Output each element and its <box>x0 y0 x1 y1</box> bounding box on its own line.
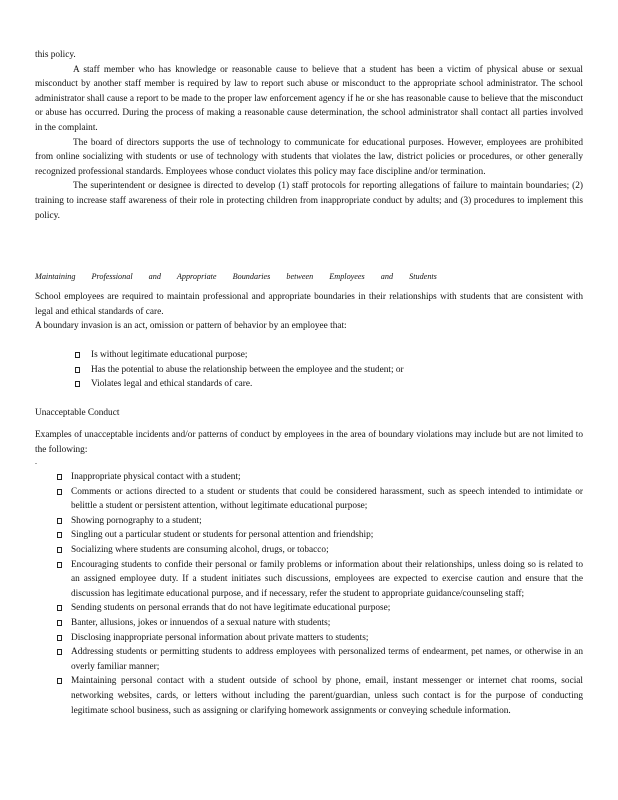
checkbox-bullet-icon <box>57 678 62 684</box>
superintendent-paragraph: The superintendent or designee is directed to develop (1) staff protocols for reporting allegations of failure to maintain boundaries; (2) training to increase staff awareness of their role in protecting children from inappropriate conduct by adults; and (3) procedures to implement this policy. <box>35 181 583 221</box>
list-item: Showing pornography to a student; <box>35 514 583 529</box>
list-item: Encouraging students to confide their personal or family problems or information about their relationships, unless doing so is related to an assigned employee duty. If a student initiates such discussions, employees are expected to exercise caution and ensure that the discussion has legitimate educational purpose, and if necessary, refer the student to appropriate guidance/counseling staff; <box>35 558 583 602</box>
unacceptable-conduct-list-block <box>35 470 583 718</box>
checkbox-bullet-icon <box>75 352 80 358</box>
boundaries-paragraph: School employees are required to maintain professional and appropriate boundaries in their relationships with students that are consistent with legal and ethical standards of care. <box>35 292 583 317</box>
list-item: Has the potential to abuse the relationship between the employee and the student; or <box>35 363 583 378</box>
checkbox-bullet-icon <box>57 605 62 611</box>
checkbox-bullet-icon <box>57 562 62 568</box>
list-item: Violates legal and ethical standards of care. <box>35 377 583 392</box>
list-item: Comments or actions directed to a student or students that could be considered harassment, such as speech intended to intimidate or belittle a student or persistent attention, without legitimate educational purpose; <box>35 485 583 514</box>
list-item: Disclosing inappropriate personal information about private matters to students; <box>35 631 583 646</box>
checkbox-bullet-icon <box>75 367 80 373</box>
reporting-paragraph: A staff member who has knowledge or reasonable cause to believe that a student has been a victim of physical abuse or sexual misconduct by another staff member is required by law to report such abuse or misconduct to the appropriate school administrator. The school administrator shall cause a report to be made to the proper law enforcement agency if he or she has reasonable cause to believe that the misconduct or abuse has occurred. During the process of making a reasonable cause determination, the school administrator shall contact all parties involved in the complaint. <box>35 64 583 133</box>
checkbox-bullet-icon <box>57 620 62 626</box>
unacceptable-conduct-section <box>35 406 583 421</box>
technology-paragraph: The board of directors supports the use of technology to communicate for educational purposes. However, employees are prohibited from online socializing with students or use of technology with students that violates the law, district policies or procedures, or other generally recognized professional standards. Employees whose conduct violates this policy may face discipline and/or termination. <box>35 137 583 177</box>
list-item: Inappropriate physical contact with a student; <box>35 470 583 485</box>
list-item: Banter, allusions, jokes or innuendos of a sexual nature with students; <box>35 616 583 631</box>
checkbox-bullet-icon <box>57 474 62 480</box>
checkbox-bullet-icon <box>57 547 62 553</box>
unacceptable-conduct-intro: Examples of unacceptable incidents and/or patterns of conduct by employees in the area of boundary violations may include but are not limited to the following: <box>35 430 583 455</box>
unacceptable-conduct-intro-block <box>35 428 583 466</box>
boundaries-body <box>35 290 583 334</box>
boundaries-section <box>35 270 583 285</box>
checkbox-bullet-icon <box>75 381 80 387</box>
checkbox-bullet-icon <box>57 489 62 495</box>
list-item: Is without legitimate educational purpose; <box>35 348 583 363</box>
list-item: Singling out a particular student or students for personal attention and friendship; <box>35 528 583 543</box>
boundary-invasion-list <box>35 348 583 392</box>
boundary-invasion-list-block <box>35 348 583 392</box>
list-item: Addressing students or permitting students to address employees with personalized terms of endearment, pet names, or otherwise in an overly familiar manner; <box>35 645 583 674</box>
unacceptable-conduct-heading: Unacceptable Conduct <box>35 408 120 418</box>
boundaries-heading: Maintaining Professional and Appropriate Boundaries between Employees and Students <box>35 272 437 281</box>
checkbox-bullet-icon <box>57 635 62 641</box>
list-item: Sending students on personal errands that do not have legitimate educational purpose; <box>35 601 583 616</box>
checkbox-bullet-icon <box>57 518 62 524</box>
policy-continuation-line: this policy. <box>35 50 76 60</box>
boundary-invasion-definition: A boundary invasion is an act, omission or pattern of behavior by an employee that: <box>35 321 347 332</box>
checkbox-bullet-icon <box>57 649 62 655</box>
unacceptable-conduct-list <box>35 470 583 718</box>
checkbox-bullet-icon <box>57 532 62 538</box>
stray-mark: . <box>35 457 37 467</box>
list-item: Socializing where students are consuming alcohol, drugs, or tobacco; <box>35 543 583 558</box>
policy-intro-section <box>35 48 583 223</box>
list-item: Maintaining personal contact with a student outside of school by phone, email, instant messenger or internet chat rooms, social networking websites, cards, or letters without including the parent/guardian, unless such contact is for the purpose of conducting legitimate school business, such as assigning or clarifying homework assignments or conveying schedule information. <box>35 674 583 718</box>
